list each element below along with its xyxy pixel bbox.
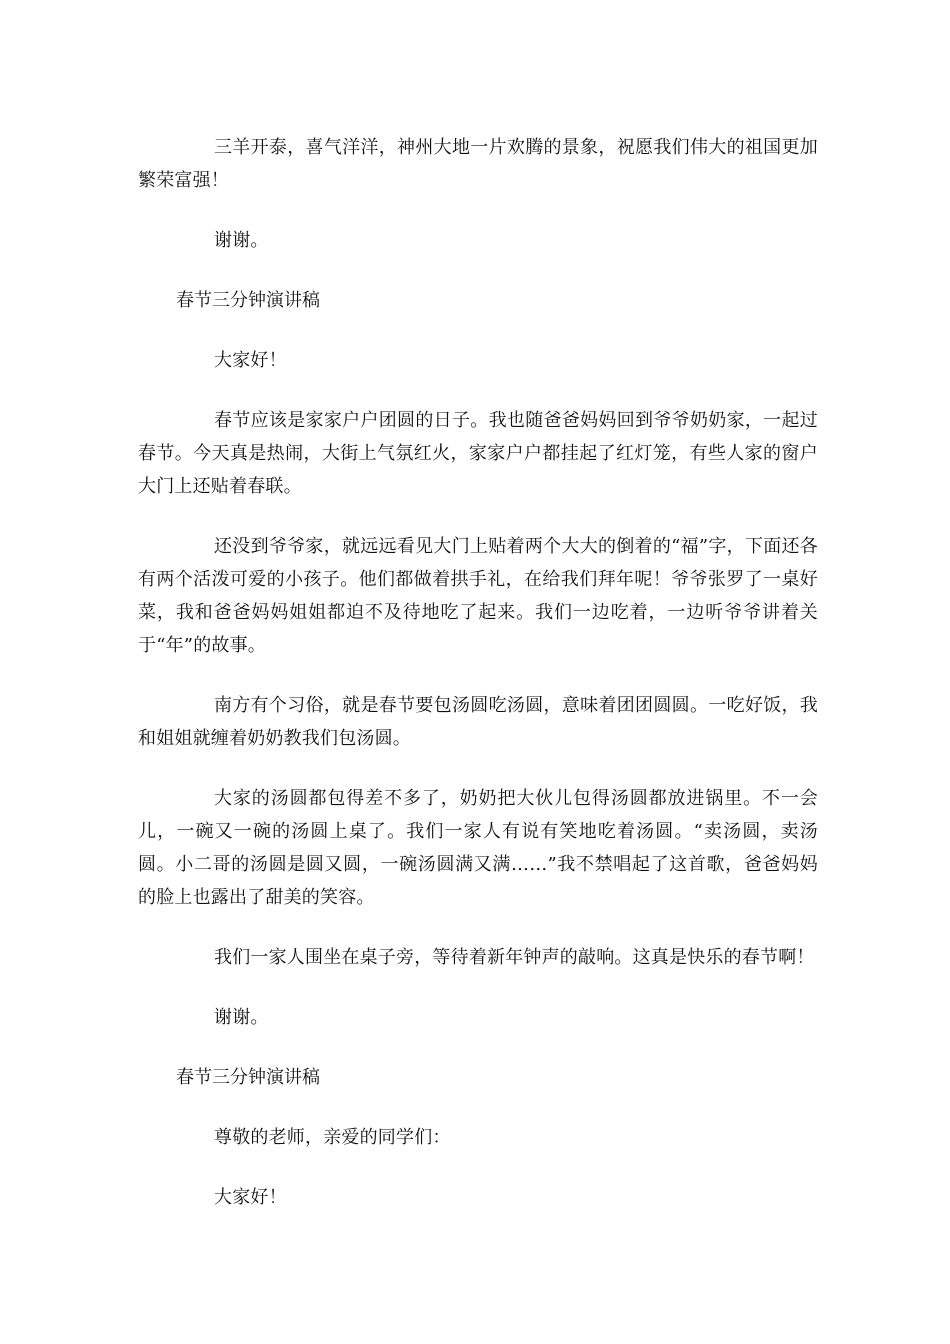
- paragraph: 南方有个习俗，就是春节要包汤圆吃汤圆，意味着团团圆圆。一吃好饭，我和姐姐就缠着奶奶教我们包汤圆。: [138, 695, 818, 749]
- section-title: 春节三分钟演讲稿: [176, 1067, 320, 1088]
- paragraph: 我们一家人围坐在桌子旁，等待着新年钟声的敲响。这真是快乐的春节啊！: [214, 947, 815, 968]
- paragraph: 大家的汤圆都包得差不多了，奶奶把大伙儿包得汤圆都放进锅里。不一会儿，一碗又一碗的汤圆上桌了。我们一家人有说有笑地吃着汤圆。“卖汤圆，卖汤圆。小二哥的汤圆是圆又圆，一碗汤圆满又满……”我不禁唱起了这首歌，爸爸妈妈的脸上也露出了甜美的笑容。: [138, 788, 818, 908]
- document-body: [138, 131, 818, 1214]
- paragraph: 还没到爷爷家，就远远看见大门上贴着两个大大的倒着的“福”字，下面还各有两个活泼可爱的小孩子。他们都做着拱手礼，在给我们拜年呢！爷爷张罗了一桌好菜，我和爸爸妈妈姐姐都迫不及待地吃了起来。我们一边吃着，一边听爷爷讲着关于“年”的故事。: [138, 536, 818, 656]
- paragraph: 尊敬的老师，亲爱的同学们：: [214, 1127, 451, 1148]
- paragraph: 春节应该是家家户户团圆的日子。我也随爸爸妈妈回到爷爷奶奶家，一起过春节。今天真是热闹，大街上气氛红火，家家户户都挂起了红灯笼，有些人家的窗户大门上还贴着春联。: [138, 410, 818, 497]
- section-title: 春节三分钟演讲稿: [176, 290, 320, 311]
- paragraph: 大家好！: [214, 350, 287, 371]
- paragraph: 谢谢。: [214, 1007, 269, 1028]
- paragraph: 谢谢。: [214, 230, 269, 251]
- paragraph: 大家好！: [214, 1187, 287, 1208]
- paragraph: 三羊开泰，喜气洋洋，神州大地一片欢腾的景象，祝愿我们伟大的祖国更加繁荣富强！: [138, 137, 818, 191]
